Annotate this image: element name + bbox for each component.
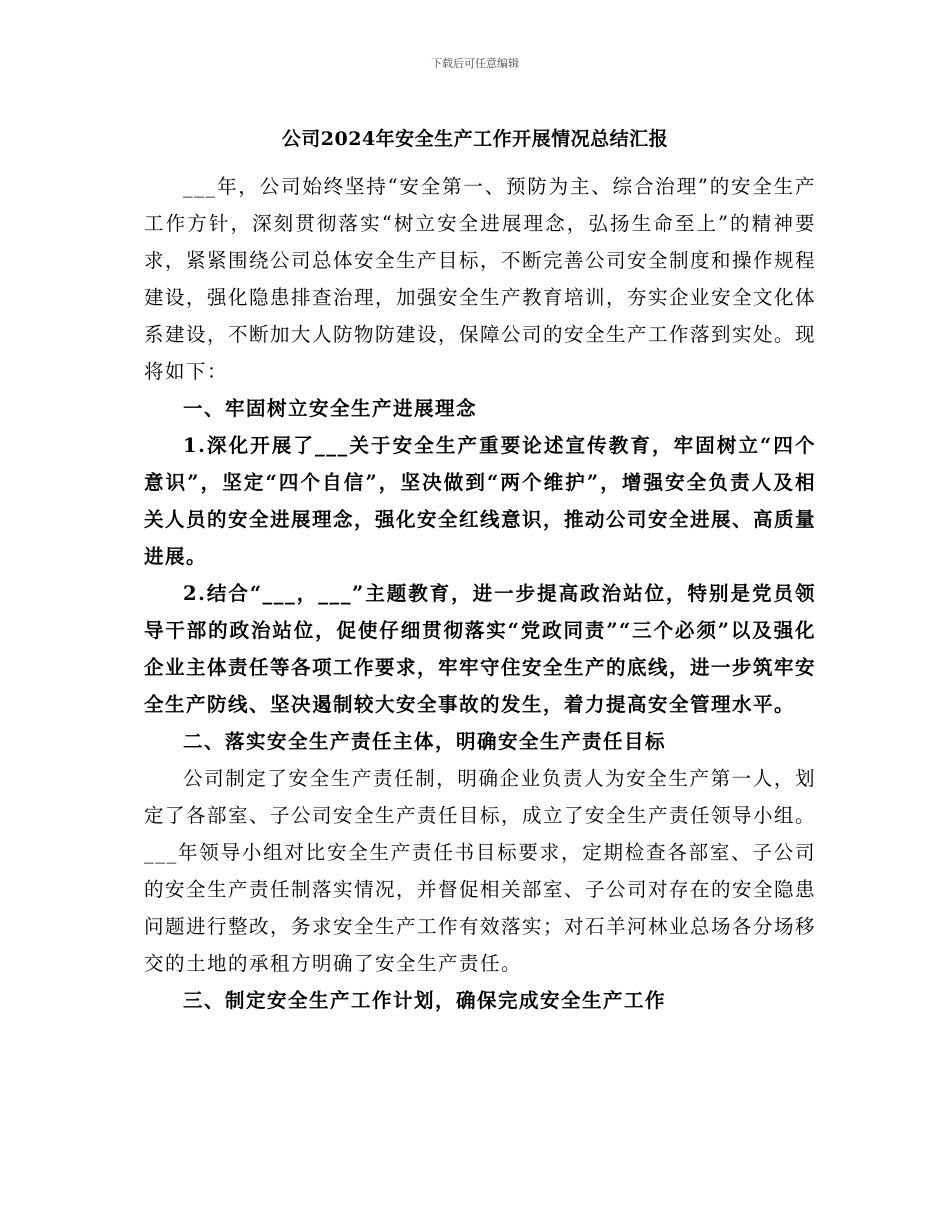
section-heading-1: 一、牢固树立安全生产进展理念 <box>183 397 478 420</box>
document-title: 公司2024年安全生产工作开展情况总结汇报 <box>281 128 669 150</box>
section-2-paragraph: 公司制定了安全生产责任制，明确企业负责人为安全生产第一人，划定了各部室、子公司安全生产责任目标，成立了安全生产责任领导小组。___年领导小组对比安全生产责任书目标要求，定期检查各部室、子公司的安全生产责任制落实情况，并督促相关部室、子公司对存在的安全隐患问题进行整改，务求安全生产工作有效落实；对石羊河林业总场各分场移交的土地的承租方明确了安全生产责任。 <box>144 767 817 975</box>
download-note: 下载后可任意编辑 <box>431 57 519 70</box>
section-heading-2: 二、落实安全生产责任主体，明确安全生产责任目标 <box>183 730 667 753</box>
section-1-item-2: 2.结合“___，___”主题教育，进一步提高政治站位，特别是党员领导干部的政治站位，促使仔细贯彻落实“党政同责”“三个必须”以及强化企业主体责任等各项工作要求，牢牢守住安全生产的底线，进一步筑牢安全生产防线、坚决遏制较大安全事故的发生，着力提高安全管理水平。 <box>144 582 817 716</box>
document-body <box>144 168 816 1019</box>
intro-paragraph: ___年，公司始终坚持“安全第一、预防为主、综合治理”的安全生产工作方针，深刻贯彻落实“树立安全进展理念，弘扬生命至上”的精神要求，紧紧围绕公司总体安全生产目标，不断完善公司安全制度和操作规程建设，强化隐患排查治理，加强安全生产教育培训，夯实企业安全文化体系建设，不断加大人防物防建设，保障公司的安全生产工作落到实处。现将如下： <box>144 175 817 383</box>
section-1-item-1: 1.深化开展了___关于安全生产重要论述宣传教育，牢固树立“四个意识”，坚定“四个自信”，坚决做到“两个维护”，增强安全负责人及相关人员的安全进展理念，强化安全红线意识，推动公司安全进展、高质量进展。 <box>144 434 817 568</box>
section-heading-3: 三、制定安全生产工作计划，确保完成安全生产工作 <box>183 989 667 1012</box>
